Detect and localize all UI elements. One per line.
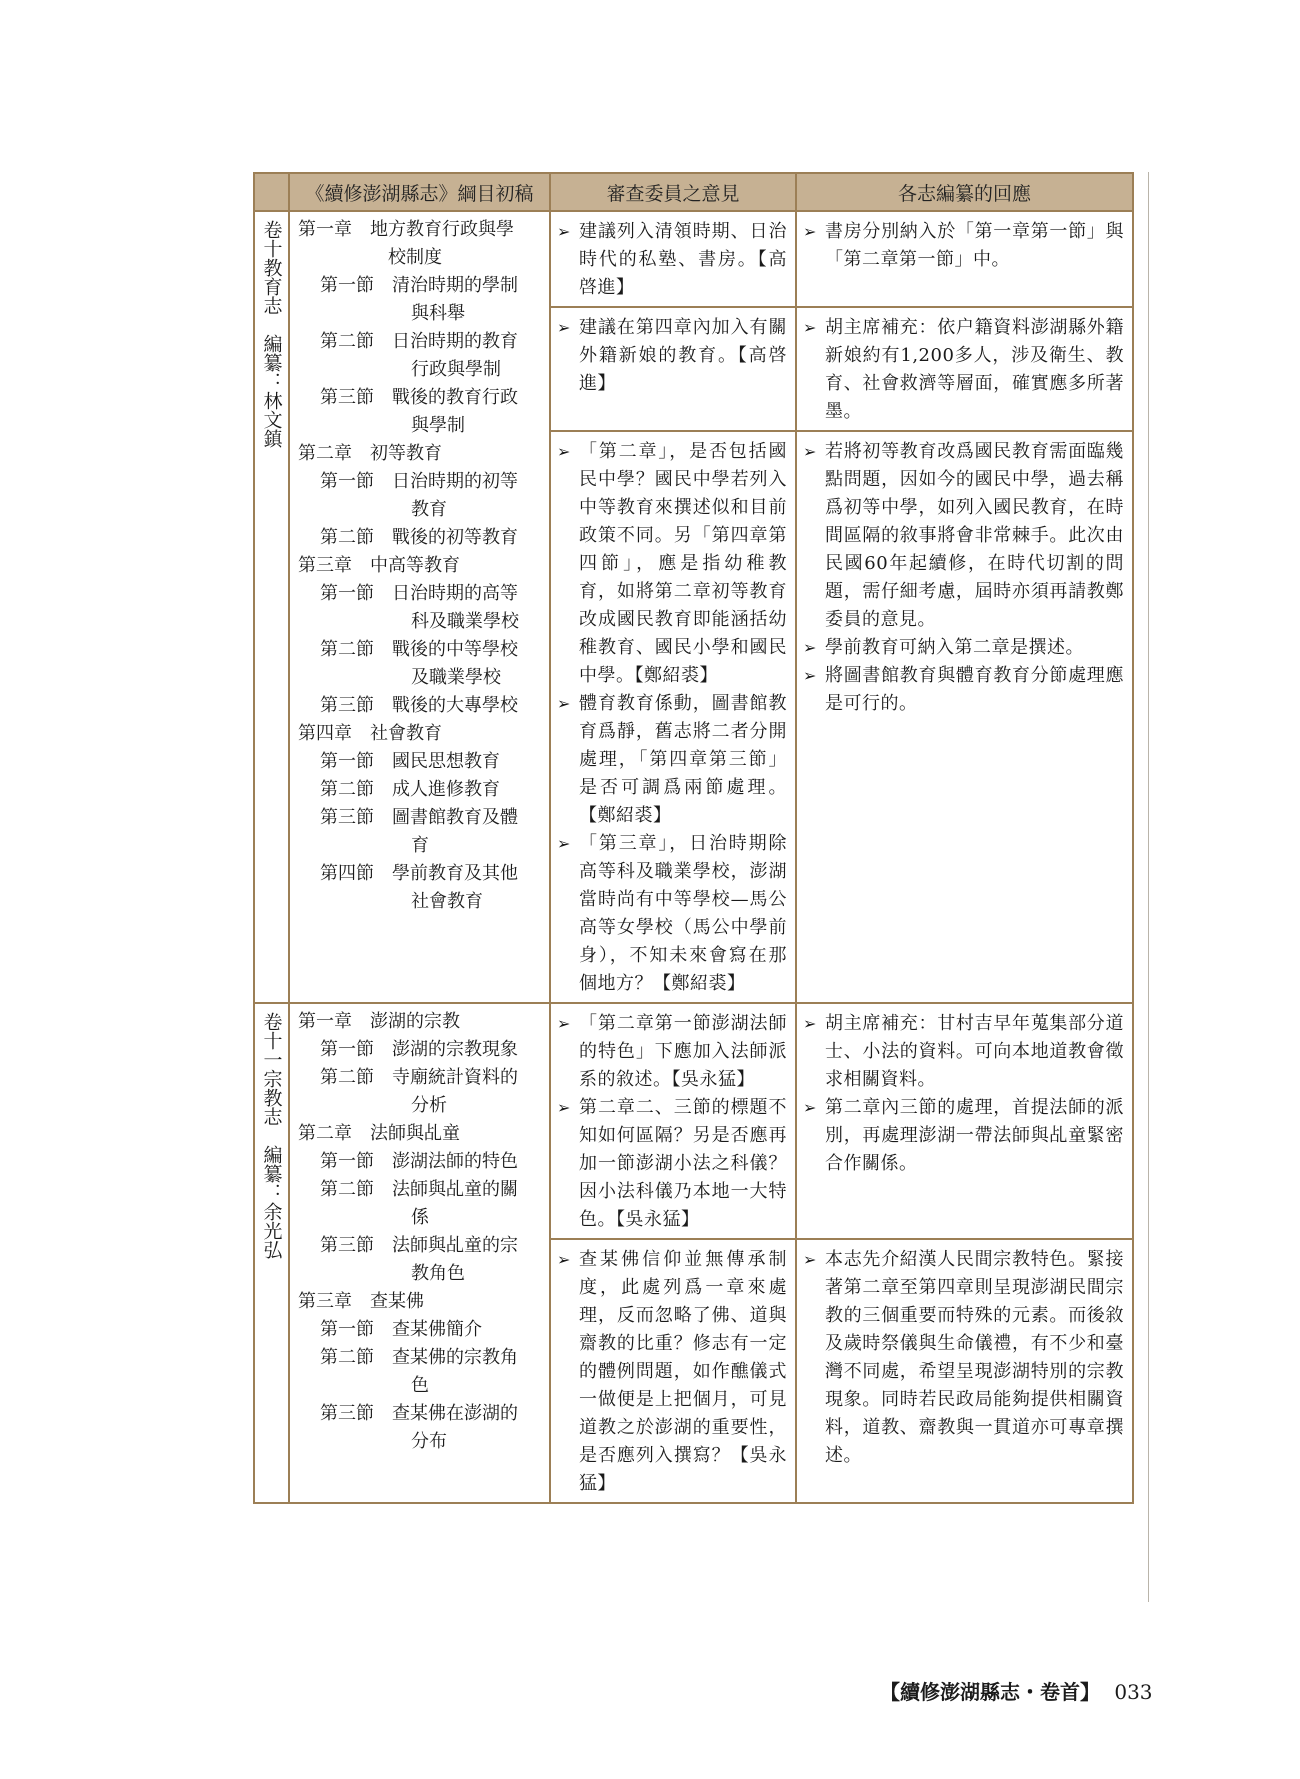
reviewer-comment [557, 218, 787, 302]
bullet-arrow-icon: ➢ [557, 442, 571, 461]
reviewer-comment [557, 1010, 787, 1094]
outline-line: 第二節 戰後的中等學校 [320, 639, 518, 660]
header-outline: 《續修澎湖縣志》綱目初稿 [289, 173, 550, 211]
response-cell [796, 211, 1133, 307]
editor-response [803, 314, 1124, 426]
bullet-arrow-icon: ➢ [803, 1014, 817, 1033]
outline-line: 第三節 圖書館教育及體 [320, 807, 518, 828]
outline-cell [289, 1003, 550, 1503]
bullet-arrow-icon: ➢ [557, 1014, 571, 1033]
comment-cell [550, 211, 796, 307]
reviewer-comment [557, 1094, 787, 1234]
bullet-arrow-icon: ➢ [803, 318, 817, 337]
outline-line: 分析 [411, 1095, 447, 1116]
outline-line: 與科舉 [411, 303, 465, 324]
bullet-arrow-icon: ➢ [803, 638, 817, 657]
bullet-arrow-icon: ➢ [557, 1250, 571, 1269]
bullet-arrow-icon: ➢ [803, 1098, 817, 1117]
outline-line: 教角色 [411, 1263, 465, 1284]
bullet-arrow-icon: ➢ [803, 442, 817, 461]
editor-response-text: 本志先介紹漢人民間宗教特色。緊接著第二章至第四章則呈現澎湖民間宗教的三個重要而特殊的元素。而後敘及歲時祭儀與生命儀禮，有不少和臺灣不同處，希望呈現澎湖特別的宗教現象。同時若民政局能夠提供相關資料，道教、齋教與一貫道亦可專章撰述。 [825, 1249, 1124, 1466]
outline-cell [289, 211, 550, 1003]
outline-line: 第三節 戰後的大專學校 [320, 695, 518, 716]
editor-response [803, 218, 1124, 274]
reviewer-comment-text: 「第三章」，日治時期除高等科及職業學校，澎湖當時尚有中等學校—馬公高等女學校（馬公中學前身），不知未來會寫在那個地方？【鄭紹裘】 [579, 833, 787, 994]
bullet-arrow-icon: ➢ [803, 1250, 817, 1269]
outline-chapter: 第三章 中高等教育 [298, 555, 460, 576]
volume-label: 卷十一宗教志 編纂：余光弘 [260, 1012, 283, 1259]
reviewer-comment-text: 體育教育係動，圖書館教育爲靜，舊志將二者分開處理，「第四章第三節」是否可調爲兩節處理。【鄭紹裘】 [579, 693, 787, 826]
reviewer-comment [557, 1246, 787, 1498]
outline-line: 及職業學校 [411, 667, 501, 688]
editor-response [803, 662, 1124, 718]
reviewer-comment [557, 830, 787, 998]
editor-response-text: 書房分別納入於「第一章第一節」與「第二章第一節」中。 [825, 221, 1124, 270]
page-number: 033 [1114, 1680, 1153, 1704]
outline-line: 色 [411, 1375, 429, 1396]
outline-line: 分布 [411, 1431, 447, 1452]
editor-response [803, 1246, 1124, 1470]
editor-response [803, 438, 1124, 634]
outline-line: 第一節 國民思想教育 [320, 751, 500, 772]
editor-response-text: 若將初等教育改爲國民教育需面臨幾點問題，因如今的國民中學，過去稱爲初等中學，如列入國民教育，在時間區隔的敘事將會非常棘手。此次由民國60年起續修，在時代切割的問題，需仔細考慮，屆時亦須再請教鄭委員的意見。 [825, 441, 1124, 630]
response-cell [796, 1239, 1133, 1503]
editor-response-text: 學前教育可納入第二章是撰述。 [825, 637, 1084, 658]
comment-cell [550, 1239, 796, 1503]
outline-line: 第二節 法師與乩童的關 [320, 1179, 518, 1200]
volume-label-cell [254, 1003, 289, 1503]
outline-chapter: 第四章 社會教育 [298, 723, 442, 744]
editor-response-text: 胡主席補充：甘村吉早年蒐集部分道士、小法的資料。可向本地道教會徵求相關資料。 [825, 1013, 1124, 1090]
outline-line: 第一節 澎湖法師的特色 [320, 1151, 518, 1172]
bullet-arrow-icon: ➢ [557, 222, 571, 241]
bullet-arrow-icon: ➢ [803, 666, 817, 685]
outline-line: 第三節 法師與乩童的宗 [320, 1235, 518, 1256]
response-cell [796, 307, 1133, 431]
reviewer-comment-text: 建議列入清領時期、日治時代的私塾、書房。【高啓進】 [579, 221, 787, 298]
outline-line: 教育 [411, 499, 447, 520]
outline-line: 第二節 戰後的初等教育 [320, 527, 518, 548]
outline-chapter: 第一章 澎湖的宗教 [298, 1011, 460, 1032]
outline-line: 科及職業學校 [411, 611, 519, 632]
outline-chapter: 第二章 法師與乩童 [298, 1123, 460, 1144]
editor-response-text: 胡主席補充：依户籍資料澎湖縣外籍新娘約有1,200多人，涉及衛生、教育、社會救濟等層面，確實應多所著墨。 [825, 317, 1124, 422]
volume-label-cell [254, 211, 289, 1003]
header-editor-responses: 各志編纂的回應 [796, 173, 1133, 211]
outline-line: 第一節 日治時期的初等 [320, 471, 518, 492]
response-cell [796, 1003, 1133, 1239]
editor-response-text: 第二章內三節的處理，首提法師的派別，再處理澎湖一帶法師與乩童緊密合作關係。 [825, 1097, 1124, 1174]
page-footer [880, 1676, 1153, 1705]
outline-line: 第一節 澎湖的宗教現象 [320, 1039, 518, 1060]
editor-response-text: 將圖書館教育與體育教育分節處理應是可行的。 [825, 665, 1124, 714]
editor-response [803, 1094, 1124, 1178]
outline-line: 第三節 查某佛在澎湖的 [320, 1403, 518, 1424]
outline-line: 第三節 戰後的教育行政 [320, 387, 518, 408]
reviewer-comment [557, 438, 787, 690]
outline-line: 第二節 日治時期的教育 [320, 331, 518, 352]
header-reviewer-comments: 審查委員之意見 [550, 173, 796, 211]
outline-chapter: 第三章 查某佛 [298, 1291, 424, 1312]
comment-cell [550, 1003, 796, 1239]
outline-line: 行政與學制 [411, 359, 501, 380]
editor-response [803, 1010, 1124, 1094]
outline-line: 第二節 查某佛的宗教角 [320, 1347, 518, 1368]
reviewer-comment [557, 690, 787, 830]
outline-chapter: 第二章 初等教育 [298, 443, 442, 464]
reviewer-comment [557, 314, 787, 398]
comment-cell [550, 307, 796, 431]
outline-line: 育 [411, 835, 429, 856]
response-cell [796, 431, 1133, 1003]
header-volume [254, 173, 289, 211]
reviewer-comment-text: 查某佛信仰並無傳承制度，此處列爲一章來處理，反而忽略了佛、道與齋教的比重？修志有一定的體例問題，如作醮儀式一做便是上把個月，可見道教之於澎湖的重要性，是否應列入撰寫？【吳永猛】 [579, 1249, 787, 1494]
outline-line: 第一節 清治時期的學制 [320, 275, 518, 296]
bullet-arrow-icon: ➢ [557, 834, 571, 853]
page-margin-rule [1148, 172, 1149, 1602]
table-header-row [254, 173, 1133, 211]
outline-line: 校制度 [388, 247, 442, 268]
bullet-arrow-icon: ➢ [557, 1098, 571, 1117]
outline-line: 第二節 成人進修教育 [320, 779, 500, 800]
outline-chapter: 第一章 地方教育行政與學 [298, 219, 514, 240]
bullet-arrow-icon: ➢ [803, 222, 817, 241]
comment-cell [550, 431, 796, 1003]
reviewer-comment-text: 「第二章」，是否包括國民中學？國民中學若列入中等教育來撰述似和目前政策不同。另「第四章第四節」，應是指幼稚教育，如將第二章初等教育改成國民教育即能涵括幼稚教育、國民小學和國民中學。【鄭紹裘】 [579, 441, 787, 686]
bullet-arrow-icon: ➢ [557, 318, 571, 337]
outline-line: 第四節 學前教育及其他 [320, 863, 518, 884]
editor-response [803, 634, 1124, 662]
outline-line: 社會教育 [411, 891, 483, 912]
table-row [254, 211, 1133, 307]
outline-line: 第二節 寺廟統計資料的 [320, 1067, 518, 1088]
review-table [253, 172, 1134, 1504]
bullet-arrow-icon: ➢ [557, 694, 571, 713]
outline-line: 第一節 日治時期的高等 [320, 583, 518, 604]
volume-label: 卷十教育志 編纂：林文鎮 [260, 220, 283, 448]
reviewer-comment-text: 建議在第四章內加入有關外籍新娘的教育。【高啓進】 [579, 317, 787, 394]
outline-line: 與學制 [411, 415, 465, 436]
reviewer-comment-text: 第二章二、三節的標題不知如何區隔？另是否應再加一節澎湖小法之科儀？因小法科儀乃本地一大特色。【吳永猛】 [579, 1097, 787, 1230]
outline-line: 第一節 查某佛簡介 [320, 1319, 482, 1340]
outline-line: 係 [411, 1207, 429, 1228]
table-row [254, 1003, 1133, 1239]
reviewer-comment-text: 「第二章第一節澎湖法師的特色」下應加入法師派系的敘述。【吳永猛】 [579, 1013, 787, 1090]
footer-title: 【續修澎湖縣志・卷首】 [880, 1680, 1100, 1704]
